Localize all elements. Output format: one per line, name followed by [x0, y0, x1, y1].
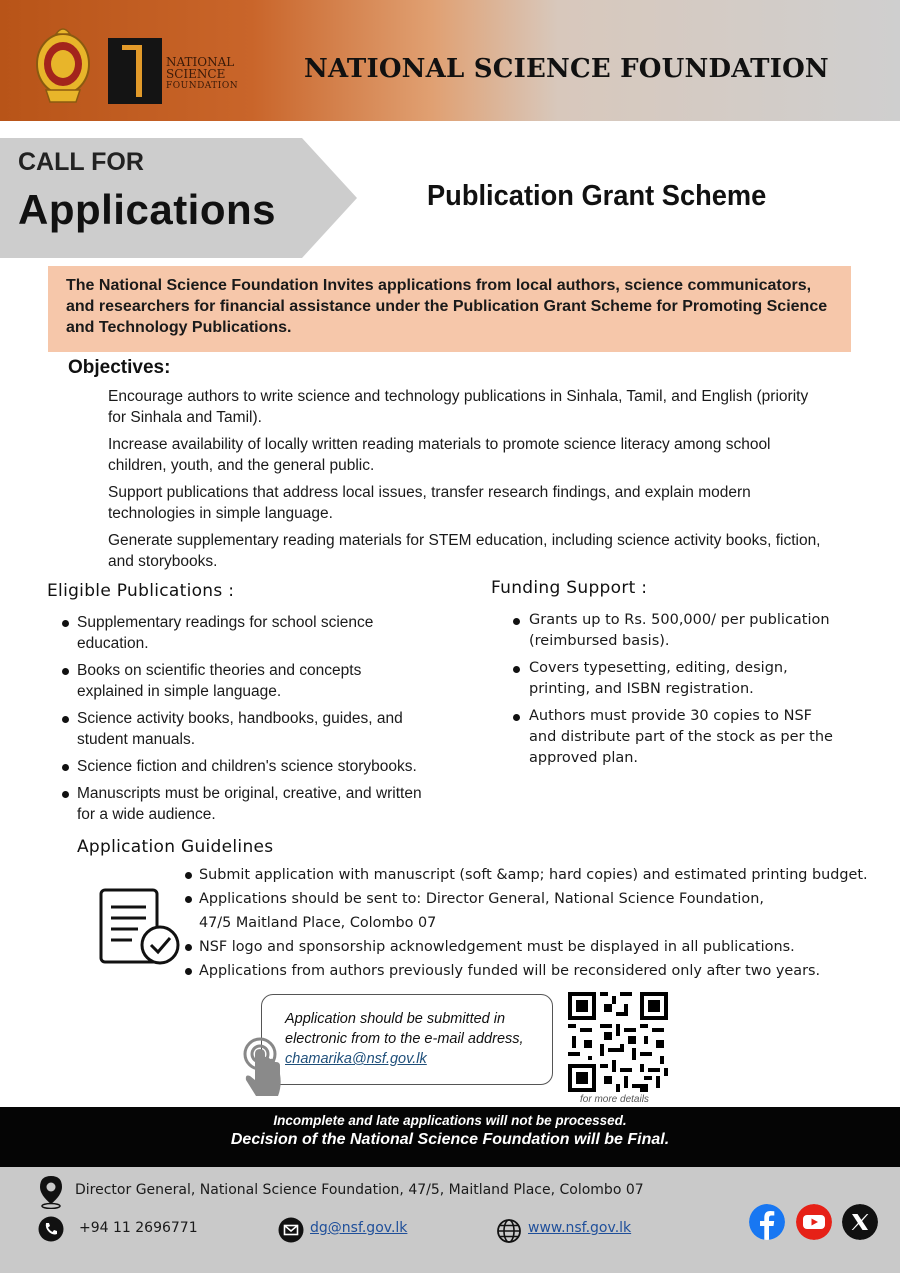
qr-caption: for more details	[580, 1094, 649, 1105]
submission-text: Application should be submitted in electronic from to the e-mail address, chamarika@nsf.gov.lk	[285, 1011, 524, 1067]
notice-line-1: Incomplete and late applications will not be processed.	[273, 1113, 627, 1128]
document-check-icon	[98, 887, 182, 967]
list-item: Encourage authors to write science and technology publications in Sinhala, Tamil, and English (priority for Sinhala and Tamil).	[108, 388, 809, 426]
footer-address: Director General, National Science Foundation, 47/5, Maitland Place, Colombo 07	[75, 1182, 644, 1198]
location-pin-icon	[38, 1175, 64, 1209]
list-item: Support publications that address local issues, transfer research findings, and explain modern technologies in simple language.	[108, 484, 751, 522]
funding-list	[513, 610, 843, 775]
eligible-title: Eligible Publications :	[47, 581, 235, 601]
globe-icon	[496, 1218, 522, 1244]
objectives-list	[108, 386, 828, 578]
funding-title: Funding Support :	[491, 578, 648, 598]
list-item: Manuscripts must be original, creative, and written for a wide audience.	[62, 783, 422, 825]
eligible-list	[62, 612, 422, 831]
sri-lanka-emblem-icon	[32, 24, 94, 108]
list-item: Generate supplementary reading materials for STEM education, including science activity books, fiction, and storybooks.	[108, 532, 821, 570]
footer	[0, 1167, 900, 1273]
objectives-title: Objectives:	[68, 357, 171, 378]
call-for-label: CALL FOR	[18, 148, 144, 176]
submission-email-link[interactable]: chamarika@nsf.gov.lk	[285, 1051, 427, 1067]
list-item: Science fiction and children's science storybooks.	[62, 756, 422, 777]
list-item: Grants up to Rs. 500,000/ per publication (reimbursed basis).	[513, 610, 843, 652]
nsf-logo-text: NATIONAL SCIENCE FOUNDATION	[166, 55, 239, 91]
email-icon	[278, 1217, 304, 1243]
list-item: Increase availability of locally written reading materials to promote science literacy among school children, youth, and the general public.	[108, 436, 771, 474]
phone-icon	[38, 1216, 64, 1242]
list-item: NSF logo and sponsorship acknowledgement must be displayed in all publications.	[185, 935, 900, 959]
facebook-icon[interactable]	[749, 1204, 785, 1240]
list-item: Applications should be sent to: Director General, National Science Foundation,	[185, 887, 900, 911]
footer-phone: +94 11 2696771	[79, 1220, 198, 1236]
nsf-logo	[108, 38, 162, 104]
footer-email-link[interactable]: dg@nsf.gov.lk	[310, 1220, 408, 1236]
youtube-icon[interactable]	[796, 1204, 832, 1240]
list-item: Authors must provide 30 copies to NSF and distribute part of the stock as per the approved plan.	[513, 706, 843, 769]
footer-website-link[interactable]: www.nsf.gov.lk	[528, 1220, 632, 1236]
org-title: NATIONAL SCIENCE FOUNDATION	[304, 54, 829, 84]
guidelines-list	[185, 863, 900, 983]
list-item: 47/5 Maitland Place, Colombo 07	[199, 915, 437, 931]
notice-line-2: Decision of the National Science Foundation will be Final.	[230, 1131, 670, 1148]
x-icon[interactable]	[842, 1204, 878, 1240]
qr-code[interactable]	[568, 992, 668, 1092]
hand-pointer-icon	[240, 1036, 286, 1102]
intro-text: The National Science Foundation Invites applications from local authors, science communicators, and researchers for financial assistance under the Publication Grant Scheme for Promoting Science and Technology Publications.	[48, 266, 851, 352]
list-item: Submit application with manuscript (soft &amp; hard copies) and estimated printing budget.	[185, 863, 900, 887]
list-item: Books on scientific theories and concepts explained in simple language.	[62, 660, 422, 702]
list-item: Covers typesetting, editing, design, printing, and ISBN registration.	[513, 658, 843, 700]
list-item: Applications from authors previously funded will be reconsidered only after two years.	[185, 959, 900, 983]
scheme-title: Publication Grant Scheme	[427, 180, 767, 212]
header-band	[0, 0, 900, 121]
applications-heading: Applications	[18, 186, 277, 233]
notice-band	[0, 1107, 900, 1167]
list-item: Science activity books, handbooks, guides, and student manuals.	[62, 708, 422, 750]
list-item: Supplementary readings for school science education.	[62, 612, 422, 654]
guidelines-title: Application Guidelines	[77, 837, 274, 857]
